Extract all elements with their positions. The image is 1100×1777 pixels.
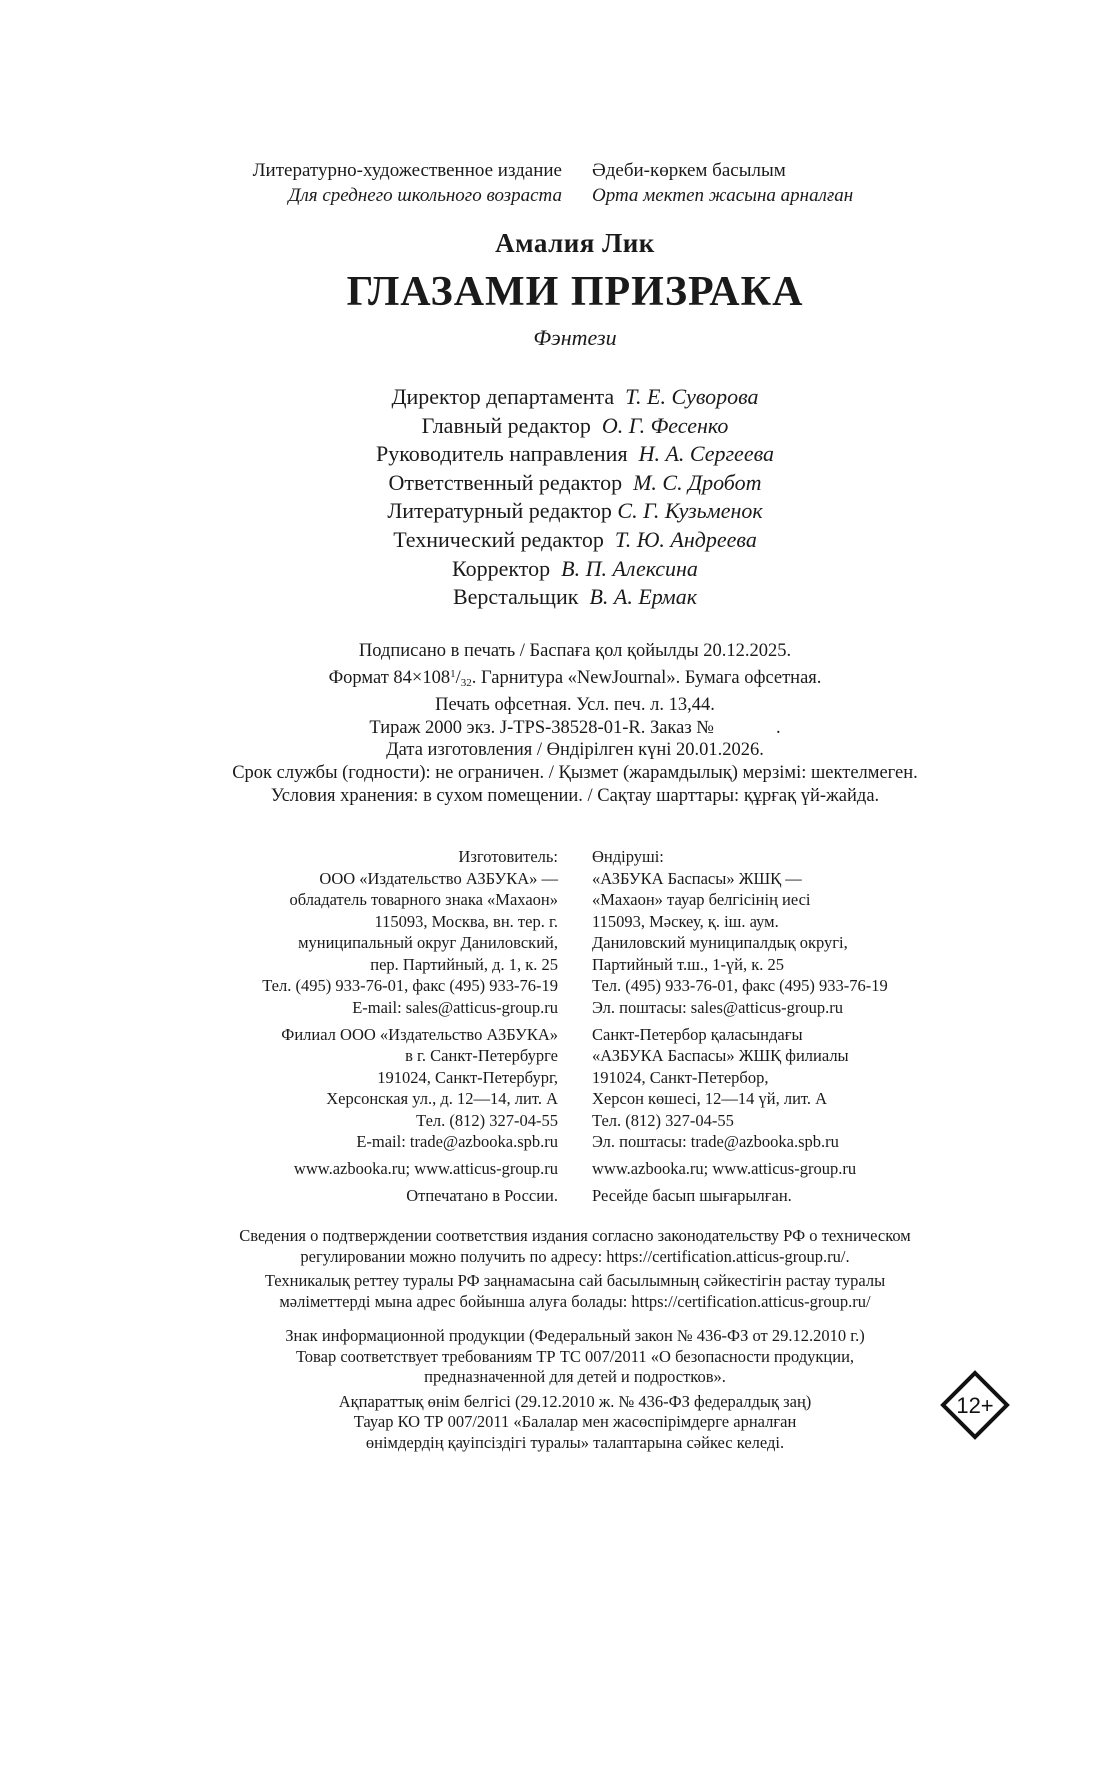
print-run-end: . bbox=[775, 717, 781, 738]
manufacture-date: Дата изготовления / Өндірілген күні 20.01.2026. bbox=[386, 740, 764, 761]
mfr-line: Партийный т.ш., 1-үй, к. 25 bbox=[592, 954, 785, 974]
credit-name: В. А. Ермак bbox=[589, 584, 698, 610]
info-product-ru-line: Товар соответствует требованиям ТР ТС 007/2011 «О безопасности продукции, bbox=[295, 1346, 855, 1366]
credit-role: Технический редактор bbox=[393, 526, 604, 552]
info-product-ru-line: Знак информационной продукции (Федеральный закон № 436-ФЗ от 29.12.2010 г.) bbox=[285, 1326, 865, 1345]
credit-name: С. Г. Кузьменок bbox=[617, 498, 763, 524]
credit-name: Н. А. Сергеева bbox=[638, 441, 774, 467]
mfr-line: Херсонская ул., д. 12—14, лит. А bbox=[326, 1089, 558, 1108]
credit-name: О. Г. Фесенко bbox=[601, 412, 729, 438]
mfr-line: 191024, Санкт-Петербор, bbox=[592, 1067, 769, 1087]
mfr-phone: Тел. (495) 933-76-01, факс (495) 933-76-19 bbox=[592, 976, 888, 995]
mfr-line: Изготовитель: bbox=[458, 847, 558, 866]
mfr-line: обладатель товарного знака «Махаон» bbox=[289, 890, 558, 909]
mfr-line: Санкт-Петербор қаласындағы bbox=[592, 1024, 803, 1044]
credit-name: Т. Ю. Андреева bbox=[614, 526, 757, 552]
imprint-block bbox=[0, 640, 1100, 807]
mfr-line: Херсон көшесі, 12—14 үй, лит. А bbox=[592, 1089, 828, 1108]
format-line bbox=[0, 663, 1100, 695]
cert-ru-line: регулировании можно получить по адресу: https://certification.atticus-group.ru/. bbox=[300, 1246, 850, 1266]
mfr-ru-spb bbox=[150, 1024, 558, 1153]
mfr-email: Эл. поштасы: trade@azbooka.spb.ru bbox=[592, 1132, 839, 1151]
book-genre: Фэнтези bbox=[533, 325, 617, 350]
mfr-websites: www.azbooka.ru; www.atticus-group.ru bbox=[592, 1159, 857, 1178]
mfr-email: E-mail: trade@azbooka.spb.ru bbox=[356, 1132, 558, 1151]
mfr-line: Даниловский муниципалдық округі, bbox=[592, 933, 848, 952]
storage-conditions: Условия хранения: в сухом помещении. / Сақтау шарттары: құрғақ үй-жайда. bbox=[270, 785, 880, 806]
mfr-phone: Тел. (495) 933-76-01, факс (495) 933-76-19 bbox=[262, 976, 558, 995]
mfr-line: 115093, Мәскеу, қ. іш. аум. bbox=[592, 911, 779, 931]
mfr-line: ООО «Издательство АЗБУКА» — bbox=[319, 868, 558, 888]
credit-role: Руководитель направления bbox=[376, 441, 628, 467]
printed-in: Отпечатано в России. bbox=[406, 1186, 558, 1205]
signed-to-print: Подписано в печать / Баспаға қол қойылды 20.12.2025. bbox=[358, 641, 792, 661]
edition-type-ru: Литературно-художественное издание bbox=[252, 160, 562, 181]
mfr-line: пер. Партийный, д. 1, к. 25 bbox=[370, 954, 558, 974]
credit-role: Верстальщик bbox=[452, 584, 579, 610]
printed-in: Ресейде басып шығарылған. bbox=[592, 1186, 792, 1205]
credit-row bbox=[0, 526, 1100, 555]
info-product-kz-line: өнімдердің қауіпсіздігі туралы» талаптарына сәйкес келеді. bbox=[365, 1432, 785, 1452]
credit-role: Ответственный редактор bbox=[388, 469, 623, 495]
manufacturer-kz bbox=[592, 846, 1012, 1207]
edition-type-kz: Әдеби-көркем басылым bbox=[592, 160, 786, 181]
print-run: Тираж 2000 экз. J-TPS-38528-01-R. Заказ № bbox=[369, 717, 714, 738]
print-type: Печать офсетная. Усл. печ. л. 13,44. bbox=[435, 695, 715, 716]
shelf-life: Срок службы (годности): не ограничен. / Қызмет (жарамдылық) мерзімі: шектелмеген. bbox=[232, 762, 918, 783]
mfr-line: в г. Санкт-Петербурге bbox=[405, 1046, 558, 1065]
header-left-column bbox=[150, 158, 562, 208]
format-prefix: Формат 84×108 bbox=[328, 667, 451, 688]
mfr-phone: Тел. (812) 327-04-55 bbox=[416, 1110, 558, 1130]
mfr-email: Эл. поштасы: sales@atticus-group.ru bbox=[592, 997, 843, 1017]
credit-row bbox=[0, 469, 1100, 498]
credit-row bbox=[0, 383, 1100, 412]
mfr-line: Филиал ООО «Издательство АЗБУКА» bbox=[281, 1024, 558, 1044]
mfr-line: муниципальный округ Даниловский, bbox=[298, 933, 558, 952]
format-denominator: 32 bbox=[460, 676, 472, 689]
mfr-line: Өндіруші: bbox=[592, 847, 664, 866]
credit-row bbox=[0, 583, 1100, 612]
mfr-line: «АЗБУКА Баспасы» ЖШҚ — bbox=[592, 868, 802, 888]
credit-row bbox=[0, 555, 1100, 584]
mfr-kz-spb bbox=[592, 1024, 1012, 1153]
header-right-column bbox=[592, 158, 952, 208]
book-title: ГЛАЗАМИ ПРИЗРАКА bbox=[346, 269, 804, 315]
credit-name: Т. Е. Суворова bbox=[625, 384, 759, 409]
mfr-line: 191024, Санкт-Петербург, bbox=[377, 1067, 558, 1087]
manufacturer-ru bbox=[150, 846, 558, 1207]
credits-list bbox=[0, 383, 1100, 612]
diamond-badge-icon bbox=[940, 1370, 1010, 1440]
mfr-line: «АЗБУКА Баспасы» ЖШҚ филиалы bbox=[592, 1046, 849, 1065]
mfr-kz-moscow bbox=[592, 846, 1012, 1018]
mfr-email: E-mail: sales@atticus-group.ru bbox=[352, 997, 558, 1017]
credit-row bbox=[0, 497, 1100, 526]
info-product-kz-line: Ақпараттық өнім белгісі (29.12.2010 ж. № 436-ФЗ федералдық заң) bbox=[338, 1391, 812, 1411]
mfr-ru-moscow bbox=[150, 846, 558, 1018]
format-suffix: . Гарнитура «NewJournal». Бумага офсетная. bbox=[471, 667, 822, 688]
cert-kz-line: Техникалық реттеу туралы РФ заңнамасына сай басылымның сәйкестігін растау туралы bbox=[264, 1271, 886, 1290]
credit-role: Директор департамента bbox=[391, 384, 615, 409]
credit-role: Литературный редактор bbox=[387, 498, 612, 524]
age-rating-badge bbox=[940, 1370, 1010, 1440]
cert-ru-line: Сведения о подтверждении соответствия издания согласно законодательству РФ о техническом bbox=[239, 1226, 911, 1245]
age-rating-label: 12+ bbox=[956, 1393, 994, 1418]
credit-name: М. С. Дробот bbox=[633, 469, 762, 495]
credit-name: В. П. Алексина bbox=[561, 555, 698, 581]
audience-kz: Орта мектеп жасына арналған bbox=[592, 185, 854, 206]
credit-row bbox=[0, 412, 1100, 441]
print-run-line bbox=[0, 717, 1100, 740]
mfr-phone: Тел. (812) 327-04-55 bbox=[592, 1110, 734, 1130]
audience-ru: Для среднего школьного возраста bbox=[288, 185, 562, 206]
credit-role: Главный редактор bbox=[421, 412, 591, 438]
format-numerator: 1 bbox=[450, 667, 456, 680]
author-name: Амалия Лик bbox=[495, 228, 655, 258]
info-product-ru-line: предназначенной для детей и подростков». bbox=[424, 1367, 726, 1386]
format-slash: / bbox=[455, 667, 461, 688]
mfr-line: 115093, Москва, вн. тер. г. bbox=[374, 911, 558, 931]
mfr-websites: www.azbooka.ru; www.atticus-group.ru bbox=[293, 1159, 558, 1178]
credit-role: Корректор bbox=[452, 555, 551, 581]
mfr-line: «Махаон» тауар белгісінің иесі bbox=[592, 890, 811, 909]
info-product-kz-line: Тауар КО ТР 007/2011 «Балалар мен жасөспірімдерге арналған bbox=[353, 1412, 797, 1431]
credit-row bbox=[0, 440, 1100, 469]
cert-kz-line: мәліметтерді мына адрес бойынша алуға болады: https://certification.atticus-group.ru/ bbox=[279, 1291, 871, 1311]
certification-block bbox=[0, 1226, 1100, 1453]
